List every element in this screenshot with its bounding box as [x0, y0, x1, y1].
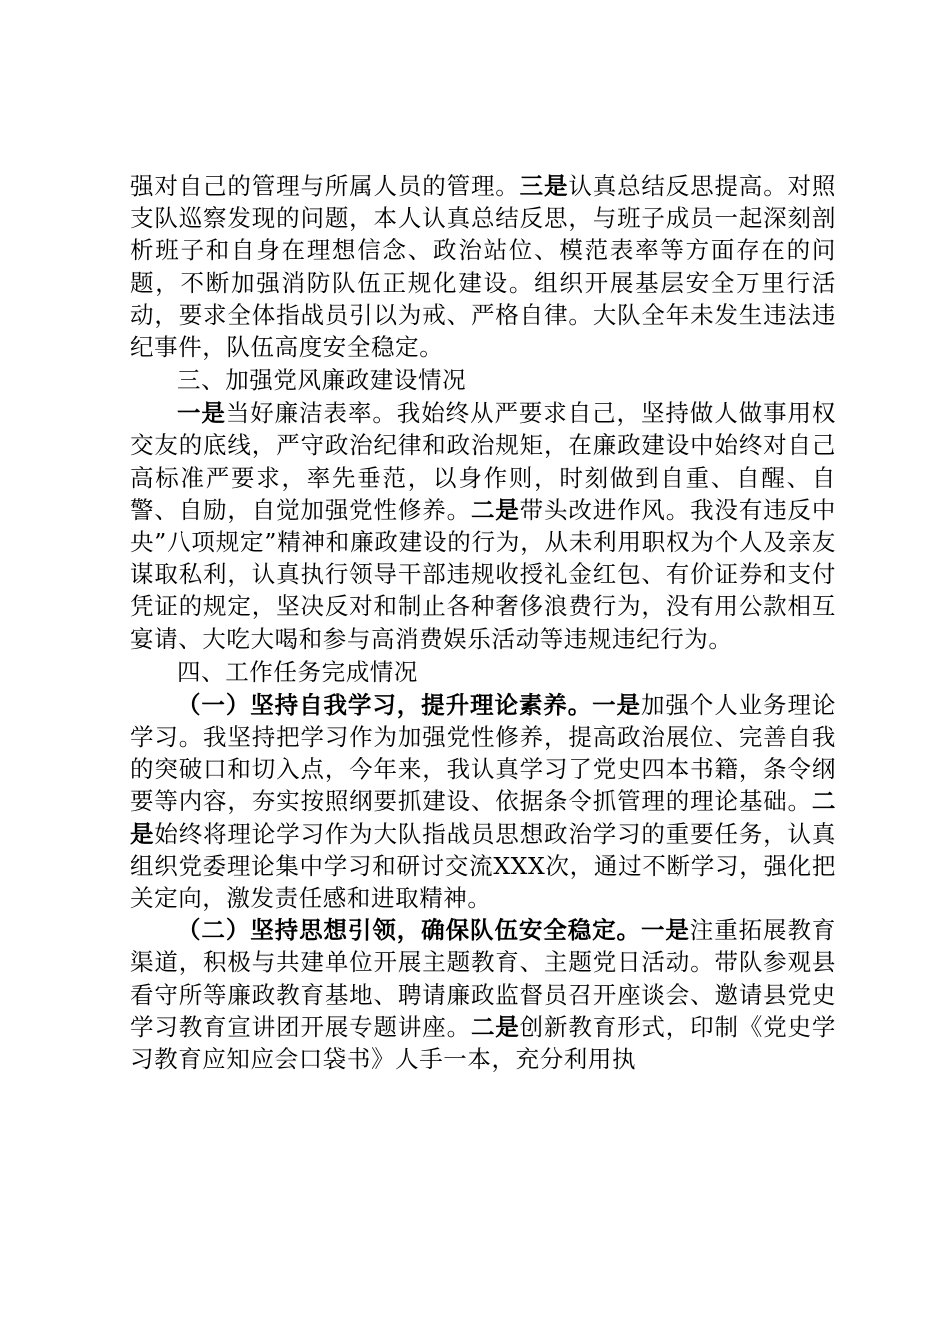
bold-lead: （一）坚持自我学习，提升理论素养。一是: [177, 690, 641, 719]
bold-lead: 二是: [470, 1012, 520, 1041]
paragraph-integrity: [130, 397, 836, 655]
paragraph-text: 带头改进作风。我没有违反中央”八项规定”精神和廉政建设的行为，从未利用职权为个人及亲友谋取私利，认真执行领导干部违规收授礼金红包、有价证券和支付凭证的规定，坚决反对和制止各种奢侈浪费行为，没有用公款相互宴请、大吃大喝和参与高消费娱乐活动等违规违纪行为。: [130, 495, 837, 653]
paragraph-continuation: [130, 170, 836, 363]
paragraph-text: 注重拓展教育渠道，积极与共建单位开展主题教育、主题党日活动。带队参观县看守所等廉政教育基地、聘请廉政监督员召开座谈会、邀请县党史学习教育宣讲团开展专题讲座。: [130, 916, 836, 1041]
section-heading-3: 三、加强党风廉政建设情况: [177, 366, 467, 395]
bold-lead: （二）坚持思想引领，确保队伍安全稳定。一是: [177, 916, 690, 945]
paragraph-text: 当好廉洁表率。我始终从严要求自己，坚持做人做事用权交友的底线，严守政治纪律和政治规矩，在廉政建设中始终对自己高标准严要求，率先垂范，以身作则，时刻做到自重、自醒、自警、自励，自觉加强党性修养。: [130, 399, 837, 524]
bold-lead: 一是: [177, 399, 226, 428]
paragraph-text: 加强个人业务理论学习。我坚持把学习作为加强党性修养，提高政治展位、完善自我的突破口和切入点，今年来，我认真学习了党史四本书籍，条令纲要等内容，夯实按照纲要抓建设、依据条令抓管理的理论基础。: [130, 690, 836, 816]
paragraph-text: 强对自己的管理与所属人员的管理。: [130, 172, 520, 200]
document-page: [130, 170, 836, 1075]
paragraph-study: [130, 689, 836, 914]
bold-lead: 三是: [519, 172, 569, 200]
paragraph-text: 始终将理论学习作为大队指战员思想政治学习的重要任务，认真组织党委理论集中学习和研讨交流XXX次，通过不断学习，强化把关定向，激发责任感和进取精神。: [130, 819, 836, 913]
paragraph-guidance: [130, 914, 836, 1075]
paragraph-text: 创新教育形式，印制《党史学习教育应知应会口袋书》人手一本，充分利用执: [130, 1012, 837, 1074]
section-heading-4: 四、工作任务完成情况: [177, 657, 418, 686]
bold-lead: 二是: [470, 495, 520, 524]
bold-lead: 二是: [130, 787, 836, 848]
paragraph-text: 认真总结反思提高。对照支队巡察发现的问题，本人认真总结反思，与班子成员一起深刻剖析班子和自身在理想信念、政治站位、模范表率等方面存在的问题，不断加强消防队伍正规化建设。组织开展基层安全万里行活动，要求全体指战员引以为戒、严格自律。大队全年未发生违法违纪事件，队伍高度安全稳定。: [130, 172, 837, 362]
